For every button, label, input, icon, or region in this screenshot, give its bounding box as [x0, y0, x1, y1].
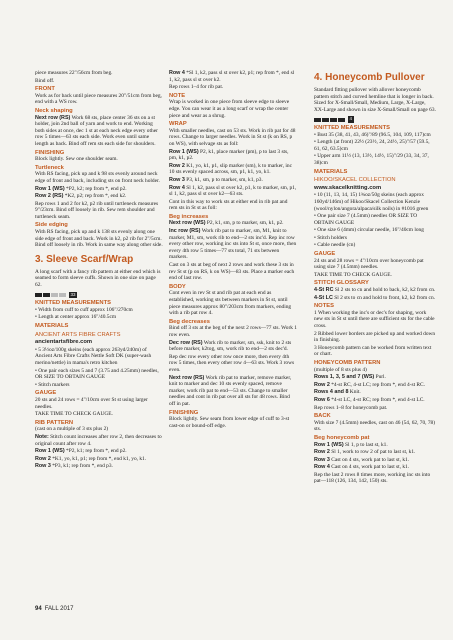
row-label: 4-St RC	[314, 287, 334, 294]
pattern-title: 3. Sleeve Scarf/Wrap	[35, 253, 134, 265]
section-heading: BODY	[169, 283, 186, 290]
text: Rep rows 1–8 for honeycomb pat.	[314, 404, 388, 411]
text: *K1, yo, k1, p1; rep from *, end k1, yo, k1.	[50, 455, 147, 462]
text: Knit.	[348, 389, 361, 396]
skill-number: 4	[349, 116, 353, 122]
section-heading: NOTES	[314, 303, 334, 310]
section-heading: KNITTED MEASUREMENTS	[314, 124, 391, 131]
row-label: Dec row (RS)	[169, 339, 203, 346]
page-footer	[35, 606, 74, 612]
text: Sl 1, p to last st, k1.	[343, 441, 388, 448]
instruction	[314, 374, 436, 381]
note-label: Note:	[35, 433, 49, 440]
list-item: • Width from cuff to cuff approx 106"/270cm	[35, 306, 133, 313]
text: Purl.	[374, 374, 386, 381]
text: (cast on a multiple of 3 sts plus 2)	[35, 426, 109, 433]
instruction	[314, 295, 436, 302]
row-label: Next row (RS)	[35, 114, 71, 121]
text: P2, k1, sm, p to marker, sm, k1, p2.	[205, 220, 284, 227]
instruction	[35, 463, 163, 470]
text: Cast on 3 sts at beg of next 2 rows and work these 3 sts in rev St st (p on RS, k on WS)—83 sts. Place a marker each end of last row.	[169, 262, 295, 282]
section-heading: MATERIALS	[35, 323, 69, 329]
text: (multiple of 8 sts plus 4)	[314, 366, 367, 373]
text: piece measures 22"/56cm from beg.	[35, 70, 113, 76]
text: *4-st LC, 4-st RC; rep from *, end 4-st LC.	[329, 396, 425, 403]
text: *K2, p2; rep from *, end k2.	[63, 193, 127, 200]
row-label: Next row (WS)	[169, 220, 206, 227]
instruction	[169, 228, 297, 261]
skill-bar-icon	[322, 118, 329, 122]
instruction	[169, 70, 297, 83]
skill-bar-icon	[51, 293, 58, 297]
row-label: Row 1 (WS)	[169, 148, 199, 155]
text: P3, k1, sm, p to marker, sm, k1, p3.	[184, 176, 263, 183]
instruction	[314, 287, 436, 294]
text: With smaller needles, cast on 53 sts. Work in rib pat for 48 rows. Change to larger needles. Work in St st (k on RS, p on WS), with selvage sts as foll:	[169, 127, 296, 147]
text: *P3, k1; rep from *, end p3.	[50, 463, 113, 470]
skill-bar-icon	[314, 118, 321, 122]
list-item: • One pair size 7 (4.5mm) needles OR SIZE TO OBTAIN GAUGE	[314, 213, 418, 226]
text: Rep the last 2 rows 8 times more, working inc sts into pat—118 (126, 134, 142, 150) sts.	[314, 471, 431, 485]
list-item: 1 When working the inc's or dec's for shaping, work new sts in St st until there are sufficient sts for the cable cross.	[314, 309, 435, 329]
text: Cont even in rev St st and rib pat at each end as established, working sts between markers in St st, until piece measures approx 80"/203cm from markers, ending with a rib pat row 4.	[169, 290, 292, 317]
list-item: • Length at center approx 16"/40.5cm	[35, 314, 117, 321]
list-item: • Stitch holders	[314, 234, 348, 241]
column-1	[35, 70, 163, 471]
instruction	[314, 464, 436, 471]
list-item: 2 Ribbed lower borders are picked up and worked down in finishing.	[314, 330, 436, 344]
instruction	[314, 389, 436, 396]
section-heading: FINISHING	[35, 149, 65, 156]
text: Cont in this way to work sts at either end in rib pat and rem sts in St st as foll:	[169, 198, 288, 212]
text: Work 68 sts, place center 36 sts on a st holder, join 2nd ball of yarn and work to end. Working both sides at once, dec 1 st at each neck edge every other row 5 times—63 sts each side. Work even until same length as back. Bind off rem sts each side for shoulders.	[35, 114, 158, 147]
text: Standard fitting pullover with allover honeycomb pattern stitch and curved hemline that is longer in back. Sized for X-Small/Small, Medium, Large, X-Large, XX-Large and shown in size X-Small/Small on page 63.	[314, 87, 436, 113]
list-item: • One size 6 (4mm) circular needle, 16"/40cm long	[314, 227, 424, 234]
text: Sl 2 sts to cn and hold to back, k2, k2 from cn.	[333, 287, 436, 294]
row-label: 4-St LC	[314, 294, 333, 301]
text: Sl 1, k2, pass sl st over k2, p1, k to marker, sm, p1, sl 1, k2, pass sl st over k2—63 sts.	[169, 184, 297, 198]
text: *4-st RC, 4-st LC; rep from *, end 4-st RC.	[329, 381, 425, 388]
row-label: Row 3	[314, 456, 330, 463]
skill-bar-icon	[35, 293, 42, 297]
instruction	[169, 220, 297, 227]
instruction	[169, 185, 297, 198]
instruction	[35, 434, 163, 447]
section-heading: WRAP	[169, 121, 187, 128]
section-heading: MATERIALS	[314, 168, 348, 175]
list-item: • Cable needle (cn)	[314, 242, 356, 249]
text: Block lightly. Sew one shoulder seam.	[35, 156, 118, 163]
row-label: Row 2 (RS)	[35, 193, 64, 200]
text: Work rib pat to marker, sm, M1, knit to marker, M1, sm, work rib to end—2 sts inc'd. Rep inc row every other row, working inc sts into St st, once more, then every 4th row 5 times—77 sts total, 71 sts between markers.	[169, 228, 297, 261]
text: Rep dec row every other row once more, then every 4th row 5 times, then every other row 4—63 sts. Work 3 rows even.	[169, 353, 295, 373]
text: Cast on 4 sts, work pat to last st, k1.	[329, 464, 410, 471]
text: With RS facing, pick up and k 138 sts evenly along one side edge of front and back. Work in k2, p2 rib for 2"/5cm. Bind off loosely in rib. Work in same way along other side.	[35, 229, 163, 249]
list-item: • 10 (11, 13, 14, 15) 1¾oz/50g skeins (each approx 160yd/146m) of Hikoo/Skacel Collection Kenzie (wool/nylon/angora/alpaca/silk noils) in #1016 green	[314, 192, 429, 212]
skill-level	[35, 292, 163, 299]
skill-bar-icon	[59, 293, 66, 297]
text: Cast on 4 sts, work pat to last st, k1.	[329, 456, 410, 463]
instruction	[35, 115, 163, 148]
section-heading: NOTE	[169, 92, 186, 99]
skill-bar-icon	[330, 118, 337, 122]
row-label: Row 2	[314, 449, 330, 456]
section-heading: GAUGE	[314, 251, 336, 258]
text: K1, yo, k1, p1, slip marker (sm), k to marker, inc 10 sts evenly spaced across, sm, p1, k1, yo, k1.	[169, 162, 293, 176]
instruction	[169, 340, 297, 353]
issue-label: FALL 2017	[44, 606, 74, 612]
instruction	[314, 382, 436, 389]
row-label: Inc row (RS)	[169, 228, 201, 235]
subheading: Beg decreases	[169, 318, 210, 325]
row-label: Row 4	[314, 464, 330, 471]
list-item: • Stitch markers	[35, 381, 70, 388]
subheading: Beg honeycomb pat	[314, 434, 370, 441]
text: Work as for back until piece measures 20"/51cm from beg, end with a WS row.	[35, 92, 162, 106]
text: *P2, k2; rep from *, end p2.	[64, 185, 127, 192]
subheading: Turtleneck	[35, 164, 64, 171]
row-label: Row 2	[169, 162, 185, 169]
text: Wrap is worked in one piece from sleeve edge to sleeve edge. You can wear it as a long scarf or wrap the center piece and wear as a shrug.	[169, 99, 290, 119]
text: Sl 2 sts to cn and hold to front, k2, k2 from cn.	[332, 294, 435, 301]
row-label: Next row (RS)	[169, 374, 205, 381]
pattern-title: 4. Honeycomb Pullover	[314, 72, 425, 83]
instruction	[35, 448, 163, 455]
text: Block lightly. Sew seam from lower edge of cuff to 3-st cast-on or bound-off edge.	[169, 416, 290, 429]
row-label: Row 4	[169, 184, 185, 191]
instruction	[169, 375, 297, 408]
list-item: • Length (at front) 22½ (23½, 24, 24½, 25)"/57 (59.5, 61, 62, 63.5)cm	[314, 139, 430, 152]
list-item: • One pair each sizes 5 and 7 (3.75 and 4.25mm) needles, OR SIZE TO OBTAIN GAUGE	[35, 367, 159, 381]
text: Bind off.	[35, 77, 55, 84]
text: Bind off 3 sts at the beg of the next 2 rows—77 sts. Work 1 row even.	[169, 325, 297, 338]
list-item: • Bust 35 (38, 41, 43, 46)"/89 (96.5, 104, 109, 117)cm	[314, 131, 431, 138]
text: Rep rows 1–4 for rib pat.	[169, 84, 224, 91]
list-item: • 5 3½oz/100g skeins (each approx 263yd/240m) of Ancient Arts Fibre Crafts Nettle Soft DK (super-wash merino/nettle) in mama's retro kitchen	[35, 346, 152, 366]
text: P2, k1, place marker (pm), p to last 3 sts, pm, k1, p2.	[169, 148, 289, 162]
instruction	[314, 442, 436, 449]
text: Sl 1, work to row 2 of pat to last st, k1.	[329, 449, 416, 456]
text: Rep rows 1 and 2 for k2, p2 rib until turtleneck measures 9"/23cm. Bind off loosely in rib. Sew rem shoulder and turtleneck seam.	[35, 200, 159, 220]
brand-website: ancientartsfibre.com	[35, 339, 93, 346]
text: Work rib pat to marker, remove marker, knit to marker and dec 10 sts evenly spaced, remove marker, work rib pat to end—53 sts. Change to smaller needles and cont in rib pat over all sts for 48 rows. Bind off in pat.	[169, 374, 292, 407]
skill-number: 33	[70, 291, 76, 297]
section-heading: KNITTED MEASUREMENTS	[35, 300, 112, 307]
row-label: Rows 4 and 8	[314, 389, 349, 396]
yarn-brand: HIKOO/SKACEL COLLECTION	[314, 177, 396, 184]
subheading: Neck shaping	[35, 107, 73, 114]
subheading: Beg increases	[169, 213, 209, 220]
subheading: Side edging	[35, 222, 68, 229]
instruction	[314, 449, 436, 456]
row-label: Row 1 (WS)	[35, 448, 65, 455]
text: 24 sts and 28 rows = 4"/10cm over honeycomb pat using size 7 (4.5mm) needles.	[314, 257, 424, 271]
column-2	[169, 70, 297, 430]
instruction	[35, 456, 163, 463]
section-heading: STITCH GLOSSARY	[314, 280, 369, 287]
instruction	[314, 397, 436, 404]
text: TAKE TIME TO CHECK GAUGE.	[35, 411, 113, 418]
column-3	[314, 70, 436, 486]
yarn-brand: ANCIENT ARTS FIBRE CRAFTS	[35, 331, 121, 338]
row-label: Row 6	[314, 396, 330, 403]
text: With RS facing, pick up and k 98 sts evenly around neck edge of front and back, including sts on front neck holder.	[35, 171, 160, 184]
row-label: Row 3	[169, 176, 185, 183]
text: 20 sts and 24 rows = 4"/10cm over St st using larger needles.	[35, 396, 148, 410]
skill-bar-icon	[338, 118, 345, 122]
text: Work rib to marker, sm, ssk, knit to 2 sts before marker, k2tog, sm, work rib to end—2 sts dec'd.	[169, 339, 292, 353]
instruction	[314, 457, 436, 464]
text: A long scarf with a fancy rib pattern at either end which is seamed to form sleeve cuffs. Shown in one size on page 62.	[35, 268, 161, 289]
row-label: Row 4	[169, 70, 185, 76]
text: Stitch count increases after row 2, then decreases to original count after row 4.	[35, 433, 162, 447]
text: TAKE TIME TO CHECK GAUGE.	[314, 271, 392, 278]
section-heading: BACK	[314, 413, 331, 420]
text: *P2, k1; rep from *, end p2.	[64, 448, 127, 455]
row-label: Rows 1, 3, 5 and 7 (WS)	[314, 374, 375, 381]
text: With size 7 (4.5mm) needles, cast on 46 (54, 62, 70, 78) sts.	[314, 419, 436, 433]
section-heading: FRONT	[35, 86, 55, 93]
skill-bar-icon	[43, 293, 50, 297]
row-label: Row 1 (WS)	[314, 441, 344, 448]
list-item: • Upper arm 11½ (13, 13½, 14½, 15)"/29 (33, 34, 37, 38)cm	[314, 153, 429, 166]
section-heading: GAUGE	[35, 390, 57, 397]
row-label: Row 2	[35, 455, 51, 462]
row-label: Row 1 (WS)	[35, 185, 65, 192]
section-heading: RIB PATTERN	[35, 419, 74, 426]
instruction	[35, 193, 163, 200]
section-heading: HONEYCOMB PATTERN	[314, 359, 381, 366]
instruction	[169, 163, 297, 176]
brand-website: www.skacelknitting.com	[314, 184, 382, 191]
instruction	[35, 186, 163, 193]
instruction	[169, 177, 297, 184]
section-heading: FINISHING	[169, 409, 199, 416]
text: *Sl 1, k2, pass sl st over k2, p1; rep from *, end sl 1, k2, pass sl st over k2.	[169, 70, 295, 83]
row-label: Row 2	[314, 381, 330, 388]
page-number: 94	[35, 606, 42, 612]
instruction	[169, 149, 297, 162]
skill-level	[314, 116, 436, 123]
row-label: Row 3	[35, 463, 51, 470]
list-item: 3 Honeycomb pattern can be worked from written text or chart.	[314, 344, 432, 358]
